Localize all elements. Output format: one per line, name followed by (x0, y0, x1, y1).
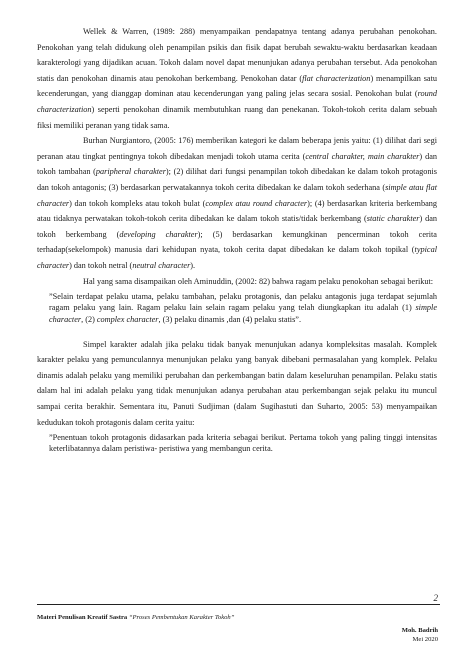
italic-term: developing charakter (119, 229, 198, 239)
italic-term: neutral character (132, 260, 191, 270)
text-run: ) dan tokoh tambahan ( (37, 151, 437, 177)
body-text (37, 24, 437, 455)
paragraph-nurgiantoro (37, 133, 437, 273)
italic-term: typical character (37, 245, 437, 270)
quote-sudjiman: ”Penentuan tokoh protagonis didasarkan pada kriteria sebagai berikut. Pertama tokoh yang paling tinggi intensitas keterlibatannya dalam peristiwa- peristiwa yang membangun cerita. (49, 433, 437, 454)
text-run: ) seperti penokohan dinamik membutuhkan ruang dan penekanan. Tokoh-tokoh cerita dalam sebuah fiksi memiliki peranan yang tidak sama. (37, 104, 437, 130)
footer-date: Mei 2020 (412, 635, 438, 643)
paragraph-wellek-warren (37, 24, 437, 133)
footer-author-block (402, 627, 438, 644)
italic-term: central charakter, main charakter (305, 151, 420, 161)
quote-aminuddin (49, 291, 437, 325)
italic-term: complex atau round character (205, 198, 308, 208)
italic-term: round characterization (37, 89, 437, 114)
text-run: , (3) pelaku dinamis ,dan (4) pelaku statis”. (158, 314, 302, 324)
text-run: ) dan tokoh netral ( (69, 260, 133, 270)
spacer (37, 325, 437, 337)
text-run: ); (5) berdasarkan kemungkinan pencerminan tokoh cerita terhadap(sekelompok) manusia dari kehidupan nyata, tokoh cerita dapat dibedakan ke dalam tokoh topikal ( (37, 229, 437, 255)
text-run: ) dan tokoh berkembang ( (37, 214, 437, 239)
footer-divider (37, 604, 440, 605)
paragraph-aminuddin: Hal yang sama disampaikan oleh Aminuddin, (2002: 82) bahwa ragam pelaku penokohan sebagai berikut: (83, 276, 434, 286)
footer-author: Moh. Badrih (401, 627, 438, 634)
italic-term: simple atau flat character (37, 182, 437, 208)
text-run: ) dan tokoh kompleks atau tokoh bulat ( (69, 198, 206, 208)
italic-term: paripheral charakter (95, 167, 166, 177)
footer-title-italic: “Proses Pembentukan Karakter Tokoh” (128, 614, 235, 621)
text-run: Wellek & Warren, (1989: 288) menyampaikan pendapatnya tentang adanya perubahan penokohan. Penokohan yang telah didukung oleh penampilan psikis dan fisik dapat berubah sewaktu-waktu berdasarkan keadaan karakterologi yang dijadikan acuan. Tokoh dalam novel dapat menunjukan adanya perubahan tersebut. Ada penokohan statis dan penokohan dinamis atau penokohan berkembang. Penokohan datar ( (37, 27, 437, 83)
text-run: ); (2) dilihat dari fungsi penampilan tokoh dibedakan ke dalam tokoh protagonis dan tokoh antagonis; (3) berdasarkan perwatakannya tokoh cerita dibedakan ke dalam tokoh sederhana ( (37, 167, 437, 192)
italic-term: complex character (96, 314, 159, 324)
footer-title-bold: Materi Penulisan Kreatif Sastra (37, 614, 128, 621)
text-run: ”Selain terdapat pelaku utama, pelaku tambahan, pelaku protagonis, dan pelaku antagonis juga terdapat sejumlah ragam pelaku yang lain. Ragam pelaku lain selain ragam pelaku yang telah diungkapkan itu adalah (1) (49, 292, 437, 313)
footer-title (37, 614, 234, 621)
text-run: , (2) (81, 314, 97, 324)
text-run: ); (4) berdasarkan kriteria berkembang atau tidaknya perwatakan tokoh-tokoh cerita dibedakan ke dalam tokoh statis/tidak berkembang ( (37, 198, 438, 224)
text-run: ) menampilkan satu kecenderungan, yang dianggap dominan atau kecenderungan yang paling jelas secara sosial. Penokohan bulat ( (37, 73, 437, 99)
text-run: ). (190, 260, 196, 270)
page-number: 2 (433, 593, 438, 603)
italic-term: static charakter (366, 214, 420, 224)
paragraph-simpel-karakter: Simpel karakter adalah jika pelaku tidak banyak menunjukan adanya kompleksitas masalah. Komplek karakter pelaku yang pemunculannya menunjukan pelaku yang banyak dibebani permasalahan yang komplek. Pelaku dinamis adalah pelaku yang memiliki perubahan dan perkembangan batin dalam keseluruhan penampilan. Pelaku statis dalam hal ini adalah pelaku yang tidak menunjukan adanya perubahan atau perkembangan sejak pelaku itu muncul sampai cerita berakhir. Sementara itu, Panuti Sudjiman (dalam Sugihastuti dan Suharto, 2005: 53) menyampaikan kedudukan tokoh protagonis dalam cerita yaitu: (37, 339, 437, 427)
italic-term: flat characterization (302, 73, 371, 83)
italic-term: simple character (49, 303, 437, 324)
text-run: Burhan Nurgiantoro, (2005: 176) memberikan kategori ke dalam beberapa jenis yaitu: (1) dilihat dari segi peranan atau tingkat pentingnya tokoh dibedakan menjadi tokoh utama cerita ( (37, 136, 437, 161)
